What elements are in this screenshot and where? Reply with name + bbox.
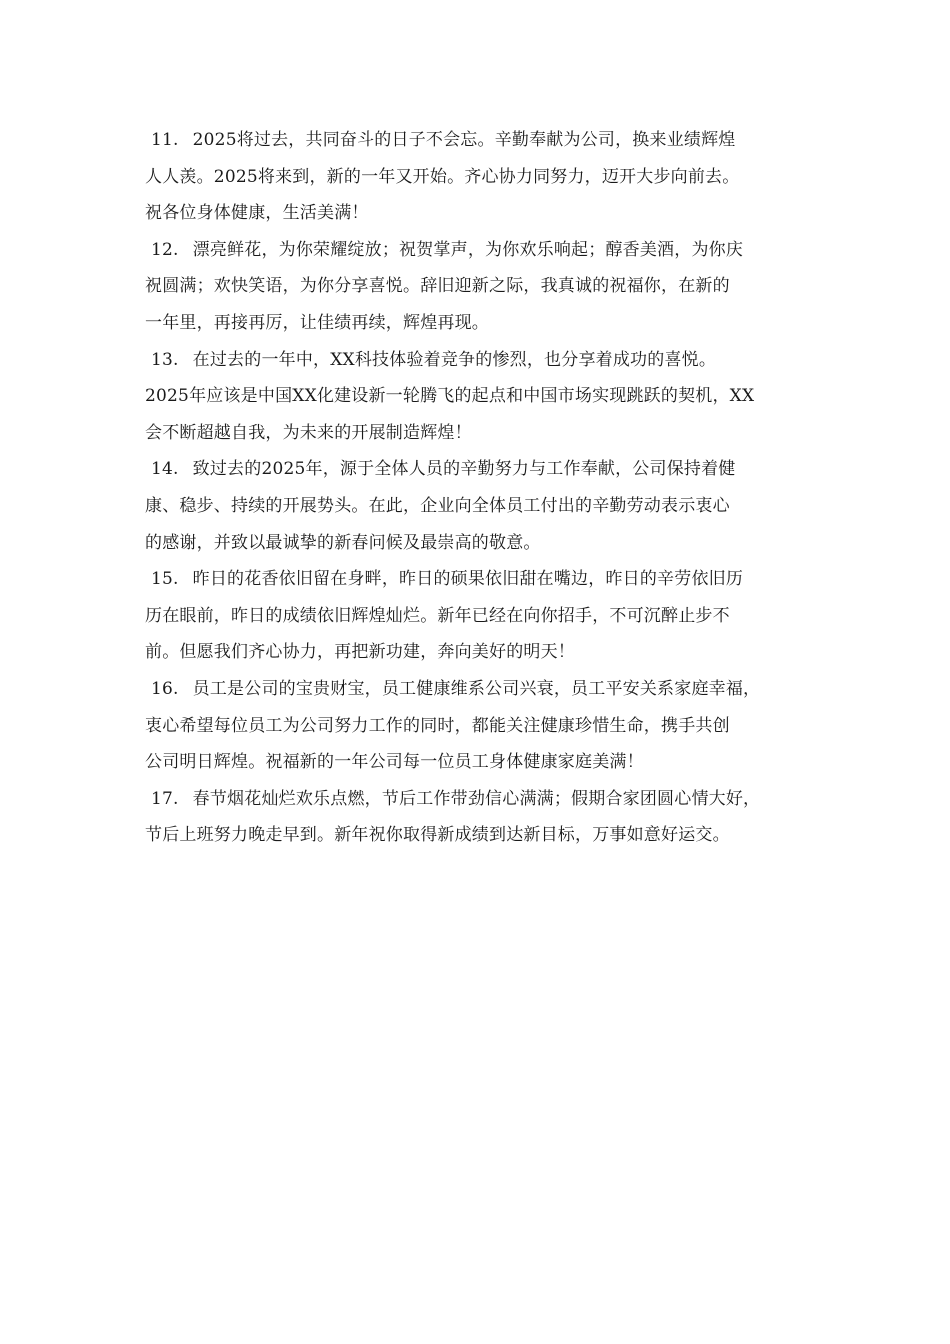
paragraph-14 bbox=[145, 451, 815, 561]
paragraph-17 bbox=[145, 781, 815, 854]
paragraph-line: 康、稳步、持续的开展势头。在此，企业向全体员工付出的辛勤劳动表示衷心 bbox=[145, 495, 730, 516]
item-number: 17. bbox=[151, 788, 179, 809]
paragraph-line bbox=[145, 342, 815, 379]
item-number: 14. bbox=[151, 459, 179, 480]
line-text: 春节烟花灿烂欢乐点燃，节后工作带劲信心满满；假期合家团圆心情大好， bbox=[192, 788, 761, 809]
paragraph-11 bbox=[145, 122, 815, 232]
paragraph-15 bbox=[145, 561, 815, 671]
paragraph-line: 2025年应该是中国XX化建设新一轮腾飞的起点和中国市场实现跳跃的契机，XX bbox=[145, 386, 755, 407]
paragraph-line bbox=[145, 671, 815, 708]
paragraph-12 bbox=[145, 232, 815, 342]
line-text: 致过去的2025年，源于全体人员的辛勤努力与工作奉献，公司保持着健 bbox=[192, 459, 736, 480]
line-text: 员工是公司的宝贵财宝，员工健康维系公司兴衰，员工平安关系家庭幸福， bbox=[192, 678, 761, 699]
paragraph-13 bbox=[145, 342, 815, 452]
paragraph-line bbox=[145, 232, 815, 269]
paragraph-line: 前。但愿我们齐心协力，再把新功建，奔向美好的明天！ bbox=[145, 642, 575, 663]
line-text: 昨日的花香依旧留在身畔，昨日的硕果依旧甜在嘴边，昨日的辛劳依旧历 bbox=[192, 569, 744, 590]
paragraph-line: 一年里，再接再厉，让佳绩再续，辉煌再现。 bbox=[145, 312, 489, 333]
paragraph-line: 会不断超越自我，为未来的开展制造辉煌！ bbox=[145, 422, 472, 443]
paragraph-16 bbox=[145, 671, 815, 781]
paragraph-line: 祝各位身体健康，生活美满！ bbox=[145, 203, 369, 224]
paragraph-line: 的感谢，并致以最诚挚的新春问候及最崇高的敬意。 bbox=[145, 532, 541, 553]
item-number: 16. bbox=[151, 678, 179, 699]
paragraph-line: 衷心希望每位员工为公司努力工作的同时，都能关注健康珍惜生命，携手共创 bbox=[145, 715, 730, 736]
paragraph-line: 公司明日辉煌。祝福新的一年公司每一位员工身体健康家庭美满！ bbox=[145, 752, 644, 773]
item-number: 13. bbox=[151, 349, 179, 370]
document-body bbox=[145, 122, 815, 854]
line-text: 漂亮鲜花，为你荣耀绽放；祝贺掌声，为你欢乐响起；醇香美酒，为你庆 bbox=[192, 239, 744, 260]
paragraph-line: 祝圆满；欢快笑语，为你分享喜悦。辞旧迎新之际，我真诚的祝福你，在新的 bbox=[145, 276, 730, 297]
paragraph-line: 人人羡。2025将来到，新的一年又开始。齐心协力同努力，迈开大步向前去。 bbox=[145, 166, 740, 187]
item-number: 12. bbox=[151, 239, 179, 260]
paragraph-line bbox=[145, 781, 815, 818]
paragraph-line bbox=[145, 451, 815, 488]
line-text: 2025将过去，共同奋斗的日子不会忘。辛勤奉献为公司，换来业绩辉煌 bbox=[192, 130, 736, 150]
paragraph-line bbox=[145, 122, 815, 159]
line-text: 在过去的一年中，XX科技体验着竞争的惨烈，也分享着成功的喜悦。 bbox=[192, 349, 717, 370]
paragraph-line: 节后上班努力晚走早到。新年祝你取得新成绩到达新目标，万事如意好运交。 bbox=[145, 825, 730, 846]
paragraph-line bbox=[145, 561, 815, 598]
item-number: 11. bbox=[151, 130, 179, 150]
item-number: 15. bbox=[151, 569, 179, 590]
paragraph-line: 历在眼前，昨日的成绩依旧辉煌灿烂。新年已经在向你招手，不可沉醉止步不 bbox=[145, 605, 730, 626]
